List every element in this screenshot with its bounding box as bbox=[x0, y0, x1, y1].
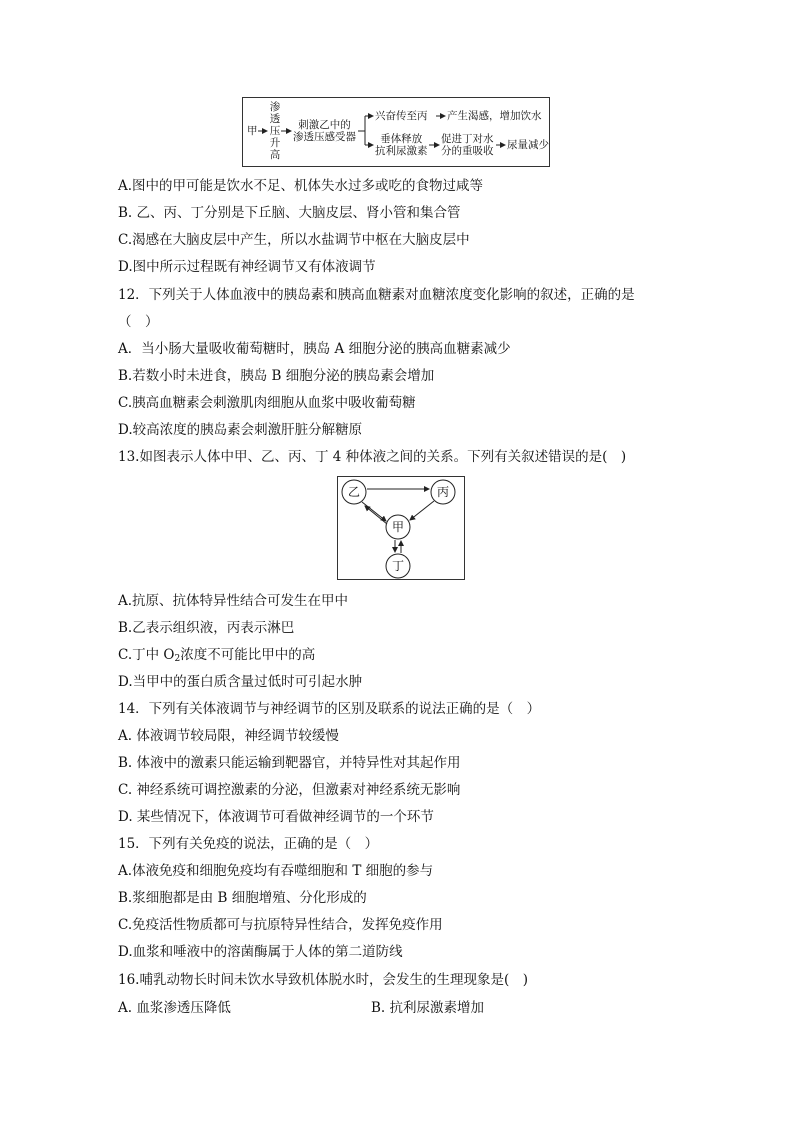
node-jia: 甲 bbox=[247, 125, 258, 137]
q13-stem: 13.如图表示人体中甲、乙、丙、丁 4 种体液之间的关系。下列有关叙述错误的是( ) bbox=[118, 449, 627, 465]
q12-paren: （ ） bbox=[118, 314, 159, 330]
chuiti-line2: 抗利尿激素 bbox=[375, 145, 428, 157]
q11-option-c: C.渴感在大脑皮层中产生，所以水盐调节中枢在大脑皮层中 bbox=[118, 232, 470, 248]
q14-option-d: D. 某些情况下，体液调节可看做神经调节的一个环节 bbox=[118, 809, 434, 825]
q13-c-pre: C.丁中 O bbox=[118, 647, 175, 663]
chuiti-line1: 垂体释放 bbox=[380, 133, 423, 145]
kegan-node: 产生渴感，增加饮水 bbox=[447, 110, 542, 122]
q16-option-a: A. 血浆渗透压降低 bbox=[118, 1000, 231, 1016]
node-ding: 丁 bbox=[392, 559, 405, 573]
shentou-char: 升 bbox=[269, 137, 281, 149]
chuiti-node bbox=[375, 133, 428, 157]
q13-c-sub: 2 bbox=[174, 654, 181, 664]
q12-option-b: B.若数小时未进食，胰岛 B 细胞分泌的胰岛素会增加 bbox=[118, 368, 435, 384]
q15-option-a: A.体液免疫和细胞免疫均有吞噬细胞和 T 细胞的参与 bbox=[118, 863, 434, 879]
xingfen-node: 兴奋传至丙 bbox=[375, 110, 428, 122]
niaoliang-node: 尿量减少 bbox=[507, 139, 549, 151]
q12-option-c: C.胰高血糖素会刺激肌肉细胞从血浆中吸收葡萄糖 bbox=[118, 395, 416, 411]
q14-option-c: C. 神经系统可调控激素的分泌，但激素对神经系统无影响 bbox=[118, 782, 461, 798]
shentou-char: 压 bbox=[269, 125, 281, 137]
cujin-node bbox=[441, 133, 494, 157]
shentou-char: 高 bbox=[269, 149, 281, 161]
q11-option-b: B. 乙、丙、丁分别是下丘脑、大脑皮层、肾小管和集合管 bbox=[118, 205, 461, 221]
q14-stem: 14．下列有关体液调节与神经调节的区别及联系的说法正确的是（ ） bbox=[118, 701, 541, 717]
node-bing: 丙 bbox=[437, 485, 450, 499]
q16-option-b: B. 抗利尿激素增加 bbox=[371, 1000, 485, 1016]
q13-option-c bbox=[118, 646, 315, 668]
q13-option-b: B.乙表示组织液，丙表示淋巴 bbox=[118, 620, 295, 636]
q12-option-d: D.较高浓度的胰岛素会刺激肝脏分解糖原 bbox=[118, 422, 363, 438]
q15-option-d: D.血浆和唾液中的溶菌酶属于人体的第二道防线 bbox=[118, 944, 403, 960]
shentou-char: 渗 bbox=[269, 101, 281, 113]
q12-stem: 12．下列关于人体血液中的胰岛素和胰高血糖素对血糖浓度变化影响的叙述，正确的是 bbox=[118, 287, 635, 303]
q16-stem: 16.哺乳动物长时间未饮水导致机体脱水时，会发生的生理现象是( ) bbox=[118, 972, 529, 988]
q13-c-post: 浓度不可能比甲中的高 bbox=[180, 647, 316, 663]
node-jia: 甲 bbox=[392, 520, 405, 534]
q13-option-a: A.抗原、抗体特异性结合可发生在甲中 bbox=[118, 593, 349, 609]
node-yi: 乙 bbox=[348, 485, 361, 499]
shentou-char: 透 bbox=[269, 113, 281, 125]
shentou-label bbox=[269, 101, 281, 161]
q15-option-b: B.浆细胞都是由 B 细胞增殖、分化形成的 bbox=[118, 890, 367, 906]
q12-option-a: A．当小肠大量吸收葡萄糖时，胰岛 A 细胞分泌的胰高血糖素减少 bbox=[118, 341, 511, 357]
q15-stem: 15．下列有关免疫的说法，正确的是（ ） bbox=[118, 836, 379, 852]
q13-option-d: D.当甲中的蛋白质含量过低时可引起水肿 bbox=[118, 674, 363, 690]
ciji-line2: 渗透压感受器 bbox=[293, 131, 356, 143]
ciji-node bbox=[293, 119, 356, 143]
q11-option-d: D.图中所示过程既有神经调节又有体液调节 bbox=[118, 259, 376, 275]
body-fluid-diagram bbox=[337, 476, 465, 580]
q15-option-c: C.免疫活性物质都可与抗原特异性结合，发挥免疫作用 bbox=[118, 917, 443, 933]
q14-option-a: A. 体液调节较局限，神经调节较缓慢 bbox=[118, 728, 339, 744]
q14-option-b: B. 体液中的激素只能运输到靶器官，并特异性对其起作用 bbox=[118, 755, 461, 771]
ciji-line1: 刺激乙中的 bbox=[298, 119, 351, 131]
cujin-line1: 促进丁对水 bbox=[441, 133, 494, 145]
q11-option-a: A.图中的甲可能是饮水不足、机体失水过多或吃的食物过咸等 bbox=[118, 178, 484, 194]
cujin-line2: 分的重吸收 bbox=[441, 145, 494, 157]
water-balance-flow-diagram bbox=[242, 97, 550, 167]
